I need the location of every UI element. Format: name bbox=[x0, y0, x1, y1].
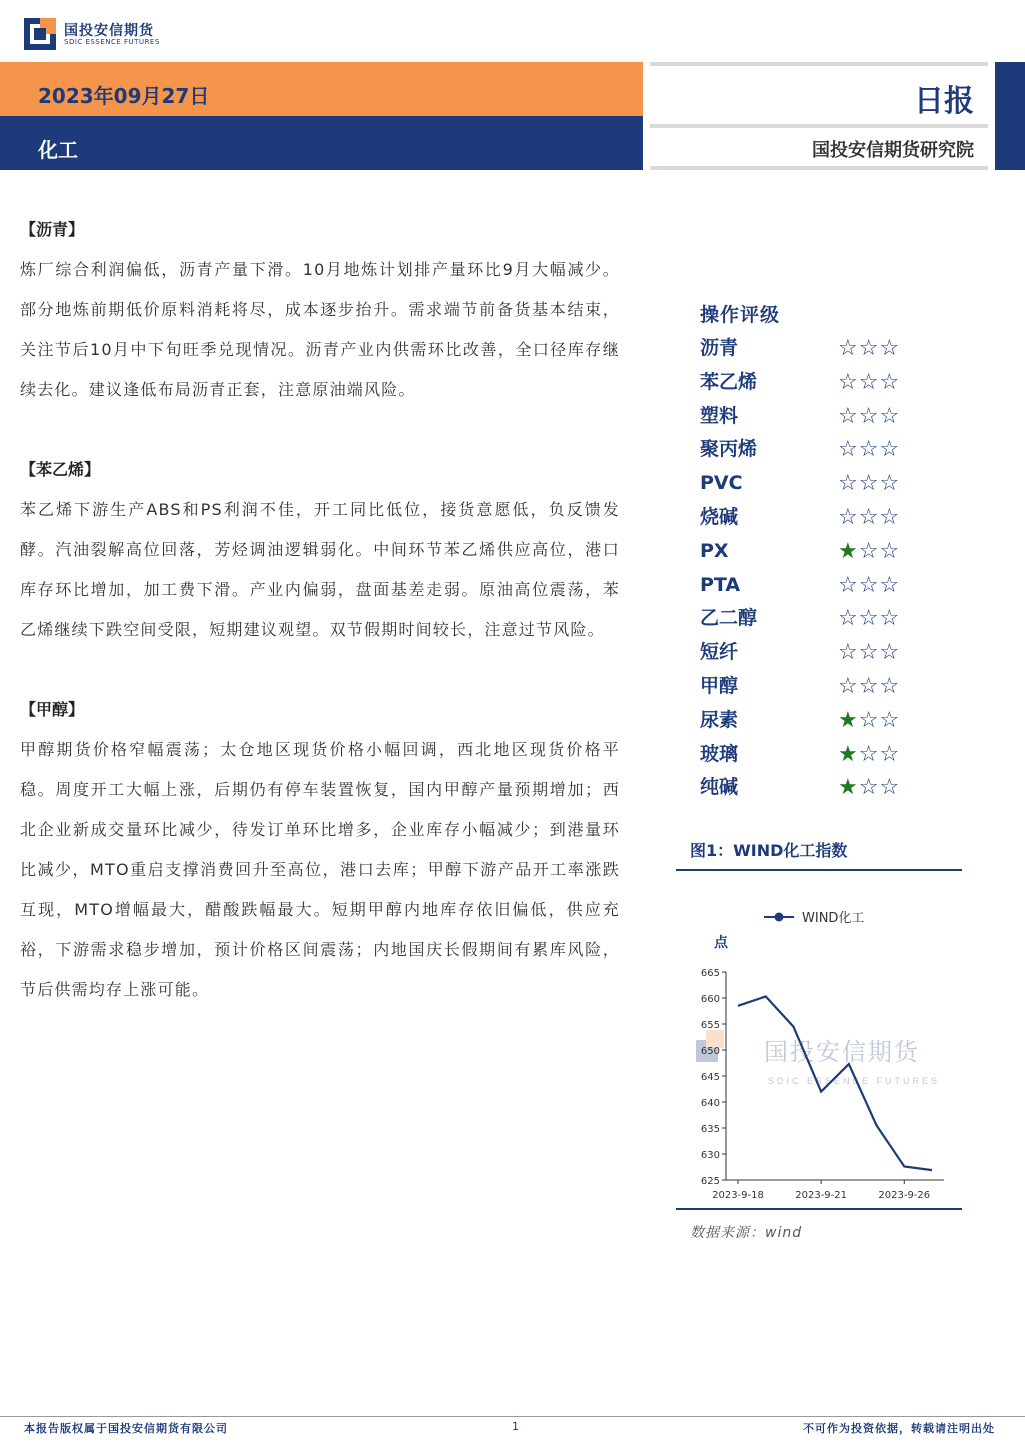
star-outline-icon: ☆ bbox=[838, 471, 859, 497]
y-tick-label: 645 bbox=[700, 1072, 720, 1083]
report-date: 2023年09月27日 bbox=[38, 84, 210, 108]
star-outline-icon: ☆ bbox=[838, 437, 859, 463]
star-outline-icon: ☆ bbox=[879, 471, 901, 497]
rating-stars bbox=[838, 636, 900, 670]
footer-copyright: 本报告版权属于国投安信期货有限公司 bbox=[24, 1422, 228, 1435]
rating-stars bbox=[838, 400, 900, 434]
rating-row bbox=[700, 467, 940, 501]
y-tick-label: 650 bbox=[700, 1046, 720, 1057]
rating-stars bbox=[838, 569, 900, 603]
legend-marker bbox=[775, 913, 784, 922]
star-filled-icon: ★ bbox=[838, 538, 859, 564]
logo-icon bbox=[24, 18, 56, 50]
commentary-column bbox=[20, 210, 620, 1010]
star-outline-icon: ☆ bbox=[858, 673, 880, 699]
report-sector: 化工 bbox=[38, 138, 78, 162]
star-filled-icon: ★ bbox=[838, 741, 859, 767]
section-methanol bbox=[20, 690, 620, 1010]
header-corner-block bbox=[995, 62, 1025, 170]
rating-panel bbox=[700, 298, 940, 805]
star-filled-icon: ★ bbox=[838, 775, 859, 801]
watermark-text-cn: 国投安信期货 bbox=[764, 1039, 920, 1066]
y-tick-label: 625 bbox=[700, 1176, 720, 1187]
divider bbox=[650, 166, 988, 170]
data-source: 数据来源：wind bbox=[690, 1225, 803, 1241]
star-outline-icon: ☆ bbox=[838, 572, 859, 598]
rating-row bbox=[700, 670, 940, 704]
star-outline-icon: ☆ bbox=[858, 707, 880, 733]
star-outline-icon: ☆ bbox=[858, 572, 880, 598]
footer-divider bbox=[0, 1416, 1025, 1417]
section-heading: 【沥青】 bbox=[20, 220, 85, 239]
y-tick-label: 660 bbox=[700, 994, 720, 1005]
rating-product-name: 短纤 bbox=[700, 641, 739, 664]
y-tick-label: 655 bbox=[700, 1020, 720, 1031]
star-outline-icon: ☆ bbox=[879, 741, 901, 767]
section-body: 甲醇期货价格窄幅震荡；太仓地区现货价格小幅回调，西北地区现货价格平稳。周度开工大幅上涨，后期仍有停车装置恢复，国内甲醇产量预期增加；西北企业新成交量环比减少，待发订单环比增多，企业库存小幅减少；到港量环比减少，MTO重启支撑消费回升至高位，港口去库；甲醇下游产品开工率涨跌互现，MTO增幅最大，醋酸跌幅最大。短期甲醇内地库存依旧偏低，供应充裕，下游需求稳步增加，预计价格区间震荡；内地国庆长假期间有累库风险，节后供需均存上涨可能。 bbox=[20, 740, 620, 999]
star-outline-icon: ☆ bbox=[858, 471, 880, 497]
rating-row bbox=[700, 738, 940, 772]
watermark bbox=[696, 1030, 940, 1086]
chart-canvas bbox=[676, 880, 962, 1206]
x-tick-label: 2023-9-18 bbox=[712, 1190, 764, 1201]
watermark-text-en: SDIC ESSENCE FUTURES bbox=[768, 1076, 941, 1086]
rating-row bbox=[700, 569, 940, 603]
star-outline-icon: ☆ bbox=[879, 369, 901, 395]
wind-chemical-index-chart bbox=[676, 880, 962, 1206]
rating-product-name: 甲醇 bbox=[700, 674, 739, 697]
report-header-right bbox=[650, 62, 988, 170]
star-outline-icon: ☆ bbox=[858, 775, 880, 801]
star-outline-icon: ☆ bbox=[879, 606, 901, 632]
star-outline-icon: ☆ bbox=[879, 538, 901, 564]
rating-product-name: PVC bbox=[700, 472, 743, 495]
rating-product-name: PX bbox=[700, 539, 729, 562]
report-type: 日报 bbox=[914, 84, 974, 119]
rating-row bbox=[700, 636, 940, 670]
rating-row bbox=[700, 332, 940, 366]
rating-row bbox=[700, 602, 940, 636]
star-outline-icon: ☆ bbox=[879, 504, 901, 530]
rating-stars bbox=[838, 535, 900, 569]
rating-row bbox=[700, 366, 940, 400]
x-tick-label: 2023-9-26 bbox=[878, 1190, 931, 1201]
institute-name: 国投安信期货研究院 bbox=[812, 140, 974, 161]
star-outline-icon: ☆ bbox=[879, 403, 901, 429]
star-outline-icon: ☆ bbox=[879, 707, 901, 733]
rating-stars bbox=[838, 332, 900, 366]
star-outline-icon: ☆ bbox=[858, 504, 880, 530]
star-outline-icon: ☆ bbox=[858, 369, 880, 395]
star-outline-icon: ☆ bbox=[879, 775, 901, 801]
star-outline-icon: ☆ bbox=[838, 369, 859, 395]
y-tick-label: 640 bbox=[700, 1098, 720, 1109]
star-filled-icon: ★ bbox=[838, 707, 859, 733]
rating-stars bbox=[838, 704, 900, 738]
star-outline-icon: ☆ bbox=[838, 504, 859, 530]
section-body: 苯乙烯下游生产ABS和PS利润不佳，开工同比低位，接货意愿低，负反馈发酵。汽油裂解高位回落，芳烃调油逻辑弱化。中间环节苯乙烯供应高位，港口库存环比增加，加工费下滑。产业内偏弱，盘面基差走弱。原油高位震荡，苯乙烯继续下跌空间受限，短期建议观望。双节假期时间较长，注意过节风险。 bbox=[20, 500, 620, 639]
divider bbox=[676, 869, 962, 871]
rating-row bbox=[700, 704, 940, 738]
figure-title: 图1：WIND化工指数 bbox=[690, 841, 848, 860]
y-tick-label: 665 bbox=[700, 968, 720, 979]
star-outline-icon: ☆ bbox=[838, 336, 859, 361]
section-styrene bbox=[20, 450, 620, 650]
x-tick-label: 2023-9-21 bbox=[795, 1190, 848, 1201]
star-outline-icon: ☆ bbox=[858, 640, 880, 666]
rating-row bbox=[700, 400, 940, 434]
rating-stars bbox=[838, 366, 900, 400]
rating-product-name: 尿素 bbox=[700, 708, 739, 731]
page-number: 1 bbox=[512, 1420, 519, 1433]
logo-text-en: SDIC ESSENCE FUTURES bbox=[64, 38, 160, 46]
star-outline-icon: ☆ bbox=[858, 403, 880, 429]
star-outline-icon: ☆ bbox=[838, 606, 859, 632]
divider bbox=[650, 124, 988, 128]
rating-product-name: 玻璃 bbox=[700, 742, 739, 765]
y-tick-label: 630 bbox=[700, 1150, 720, 1161]
section-asphalt bbox=[20, 210, 620, 410]
star-outline-icon: ☆ bbox=[879, 572, 901, 598]
divider bbox=[650, 62, 988, 66]
star-outline-icon: ☆ bbox=[879, 673, 901, 699]
star-outline-icon: ☆ bbox=[838, 640, 859, 666]
star-outline-icon: ☆ bbox=[858, 741, 880, 767]
star-outline-icon: ☆ bbox=[858, 336, 880, 361]
rating-product-name: 乙二醇 bbox=[700, 607, 758, 630]
section-body: 炼厂综合利润偏低，沥青产量下滑。10月地炼计划排产量环比9月大幅减少。部分地炼前期低价原料消耗将尽，成本逐步抬升。需求端节前备货基本结束，关注节后10月中下旬旺季兑现情况。沥青产业内供需环比改善，全口径库存继续去化。建议逢低布局沥青正套，注意原油端风险。 bbox=[20, 260, 620, 399]
rating-stars bbox=[838, 738, 900, 772]
footer-disclaimer: 不可作为投资依据，转载请注明出处 bbox=[803, 1422, 995, 1435]
divider bbox=[676, 1208, 962, 1210]
rating-stars bbox=[838, 771, 900, 805]
rating-list bbox=[700, 332, 940, 805]
rating-row bbox=[700, 501, 940, 535]
rating-row bbox=[700, 535, 940, 569]
star-outline-icon: ☆ bbox=[838, 673, 859, 699]
rating-product-name: 苯乙烯 bbox=[700, 370, 758, 393]
rating-title: 操作评级 bbox=[700, 304, 781, 326]
section-heading: 【苯乙烯】 bbox=[20, 460, 101, 479]
y-tick-label: 635 bbox=[700, 1124, 720, 1135]
star-outline-icon: ☆ bbox=[858, 437, 880, 463]
rating-product-name: 纯碱 bbox=[700, 776, 739, 799]
star-outline-icon: ☆ bbox=[858, 606, 880, 632]
rating-product-name: 烧碱 bbox=[700, 505, 739, 528]
rating-product-name: PTA bbox=[700, 573, 741, 596]
logo-text-cn: 国投安信期货 bbox=[64, 23, 154, 39]
rating-stars bbox=[838, 602, 900, 636]
rating-product-name: 聚丙烯 bbox=[700, 438, 758, 461]
star-outline-icon: ☆ bbox=[838, 403, 859, 429]
rating-stars bbox=[838, 433, 900, 467]
y-axis-label: 点 bbox=[714, 935, 728, 951]
rating-stars bbox=[838, 467, 900, 501]
rating-row bbox=[700, 771, 940, 805]
section-heading: 【甲醇】 bbox=[20, 700, 85, 719]
rating-stars bbox=[838, 501, 900, 535]
rating-product-name: 沥青 bbox=[700, 337, 739, 359]
star-outline-icon: ☆ bbox=[858, 538, 880, 564]
star-outline-icon: ☆ bbox=[879, 336, 901, 361]
header-sector-band bbox=[0, 116, 643, 170]
company-logo bbox=[24, 18, 184, 52]
rating-row bbox=[700, 433, 940, 467]
star-outline-icon: ☆ bbox=[879, 640, 901, 666]
star-outline-icon: ☆ bbox=[879, 437, 901, 463]
rating-product-name: 塑料 bbox=[700, 404, 739, 427]
chart-legend bbox=[764, 911, 864, 926]
legend-label: WIND化工 bbox=[802, 911, 865, 926]
rating-stars bbox=[838, 670, 900, 704]
